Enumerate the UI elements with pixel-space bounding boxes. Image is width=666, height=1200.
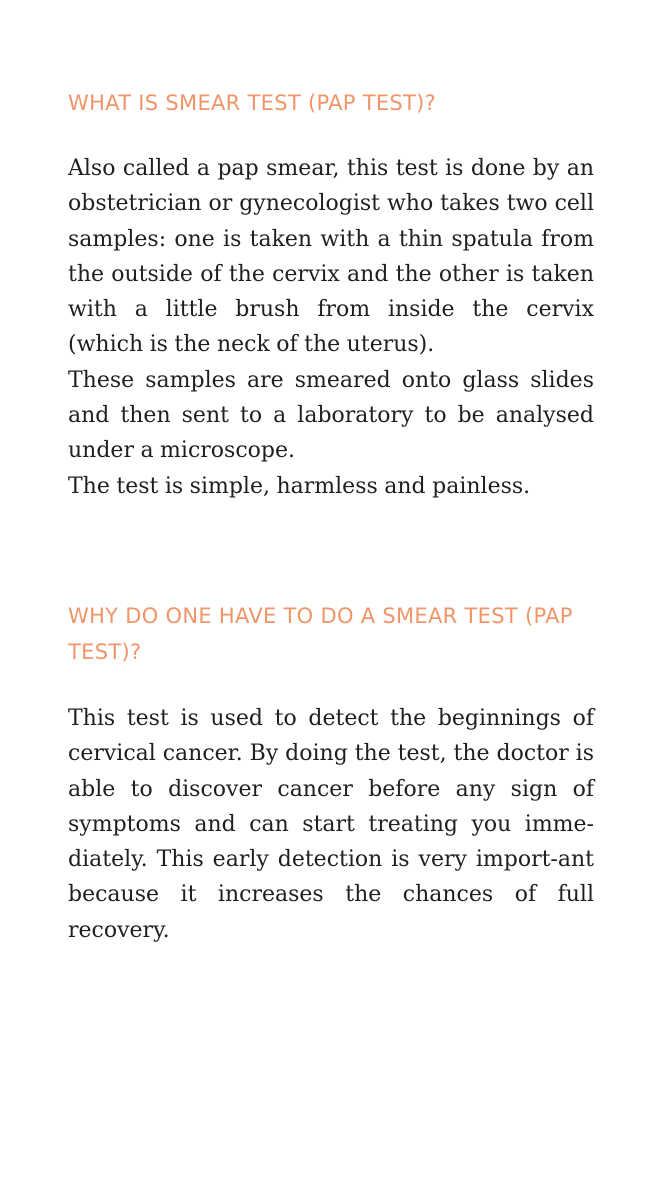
- section-body-why-do-smear-test: [68, 701, 594, 948]
- paragraph-purpose: This test is used to detect the beginnings of cervical cancer. By doing the test, the doctor is able to discover cancer before any sign of symptoms and can start treating you imme-diately. This early detection is very import-ant because it increases the chances of full recovery.: [68, 706, 594, 943]
- section-body-what-is-smear-test: [68, 151, 594, 504]
- section-heading-why-do-smear-test: WHY DO ONE HAVE TO DO A SMEAR TEST (PAP TEST)?: [68, 604, 573, 664]
- paragraph-samples: These samples are smeared onto glass slides and then sent to a laboratory to be analysed under a microscope.: [68, 367, 594, 464]
- paragraph-simple: The test is simple, harmless and painless.: [68, 473, 531, 499]
- paragraph-definition: Also called a pap smear, this test is done by an obstetrician or gynecologist who takes two cell samples: one is taken with a thin spatula from the outside of the cervix and the other is taken with a little brush from inside the cervix (which is the neck of the uterus).: [68, 156, 594, 358]
- section-heading-what-is-smear-test: WHAT IS SMEAR TEST (PAP TEST)?: [68, 91, 437, 115]
